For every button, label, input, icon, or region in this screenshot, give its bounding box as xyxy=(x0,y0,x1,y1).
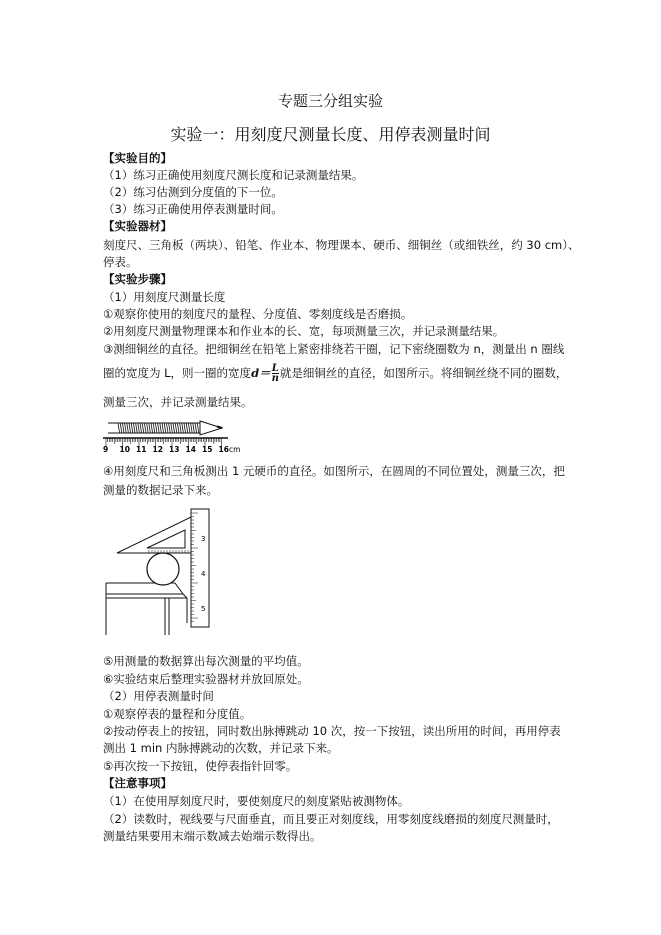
vertical-ruler-label: 3 xyxy=(201,535,206,543)
purpose-item-3: （3）练习正确使用停表测量时间。 xyxy=(103,202,283,216)
step-3-line-1: ③测细铜丝的直径。把细铜丝在铅笔上紧密排绕若干圈，记下密绕圈数为 n，测量出 n 圈线 xyxy=(103,342,565,356)
step-4-line-1: ④用刻度尺和三角板测出 1 元硬币的直径。如图所示，在圆周的不同位置处，测量三次，把 xyxy=(103,464,565,478)
note-1: （1）在使用厚刻度尺时，要使刻度尺的刻度紧贴被测物体。 xyxy=(103,794,410,808)
ruler-tick-label: 11 xyxy=(136,445,147,454)
step-3-text-b: 就是细铜丝的直径，如图所示。将细铜丝绕不同的圈数， xyxy=(279,366,568,380)
steps-part1-title: （1）用刻度尺测量长度 xyxy=(103,290,226,304)
coin xyxy=(147,553,179,585)
step-3-line-3: 测量三次，并记录测量结果。 xyxy=(103,395,253,409)
ruler-tick-label: 14 xyxy=(185,445,196,454)
purpose-heading: 【实验目的】 xyxy=(103,151,172,165)
equipment-line-1: 刻度尺、三角板（两块）、铅笔、作业本、物理课本、硬币、细铜丝（或细铁丝，约 30 cm）、 xyxy=(103,238,580,252)
step-4-line-2: 测量的数据记录下来。 xyxy=(103,483,218,497)
step-6: ⑥实验结束后整理实验器材并放回原处。 xyxy=(103,672,309,686)
ruler-tick-label: 13 xyxy=(169,445,180,454)
ruler-tick-label: 9 xyxy=(103,445,109,454)
ruler-tick-label: 16 xyxy=(218,445,229,454)
pencil-with-wire xyxy=(108,421,222,435)
purpose-item-2: （2）练习估测到分度值的下一位。 xyxy=(103,185,283,199)
step-3-text-a: 圈的宽度为 L，则一圈的宽度 xyxy=(103,366,252,380)
ruler-tick-label: 12 xyxy=(152,445,163,454)
document-title: 专题三分组实验 xyxy=(277,92,383,110)
step-5: ⑤用测量的数据算出每次测量的平均值。 xyxy=(103,654,309,668)
timer-step-1: ①观察停表的量程和分度值。 xyxy=(103,707,252,721)
timer-step-2-line-1: ②按动停表上的按钮，同时数出脉搏跳动 10 次，按一下按钮，读出所用的时间，再用停表 xyxy=(103,724,561,738)
equipment-line-2: 停表。 xyxy=(103,255,138,269)
wire-ruler-figure xyxy=(100,414,250,456)
equipment-heading: 【实验器材】 xyxy=(103,219,172,233)
timer-step-3: ⑤再次按一下按钮，使停表指针回零。 xyxy=(103,759,298,773)
notes-heading: 【注意事项】 xyxy=(103,776,172,790)
steps-part2-title: （2）用停表测量时间 xyxy=(103,689,214,703)
step-2: ②用刻度尺测量物理课本和作业本的长、宽，每项测量三次，并记录测量结果。 xyxy=(103,324,505,338)
diameter-formula-lhs: d＝ xyxy=(251,366,271,380)
step-1: ①观察你使用的刻度尺的量程、分度值、零刻度线是否磨损。 xyxy=(103,307,413,321)
ruler-tick-label: 10 xyxy=(119,445,130,454)
formula-denominator: n xyxy=(271,373,279,384)
experiment-title: 实验一：用刻度尺测量长度、用停表测量时间 xyxy=(170,125,491,144)
coin-measurement-figure xyxy=(103,503,223,643)
ruler-unit-label: cm xyxy=(229,445,241,454)
note-2-line-1: （2）读数时，视线要与尺面垂直，而且要正对刻度线，用零刻度线磨损的刻度尺测量时， xyxy=(103,812,559,826)
step-3-line-2 xyxy=(103,364,567,383)
formula-numerator: L xyxy=(271,363,279,374)
note-2-line-2: 测量结果要用末端示数减去始端示数得出。 xyxy=(103,829,322,843)
steps-heading: 【实验步骤】 xyxy=(103,272,172,286)
timer-step-2-line-2: 测出 1 min 内脉搏跳动的次数，并记录下来。 xyxy=(103,741,339,755)
vertical-ruler-label: 5 xyxy=(201,605,206,613)
vertical-ruler xyxy=(191,509,209,627)
ruler-tick-label: 15 xyxy=(202,445,213,454)
diameter-formula-fraction xyxy=(272,364,279,383)
vertical-ruler-label: 4 xyxy=(201,570,206,578)
table xyxy=(106,583,187,635)
set-square xyxy=(117,517,191,553)
purpose-item-1: （1）练习正确使用刻度尺测长度和记录测量结果。 xyxy=(103,168,364,182)
